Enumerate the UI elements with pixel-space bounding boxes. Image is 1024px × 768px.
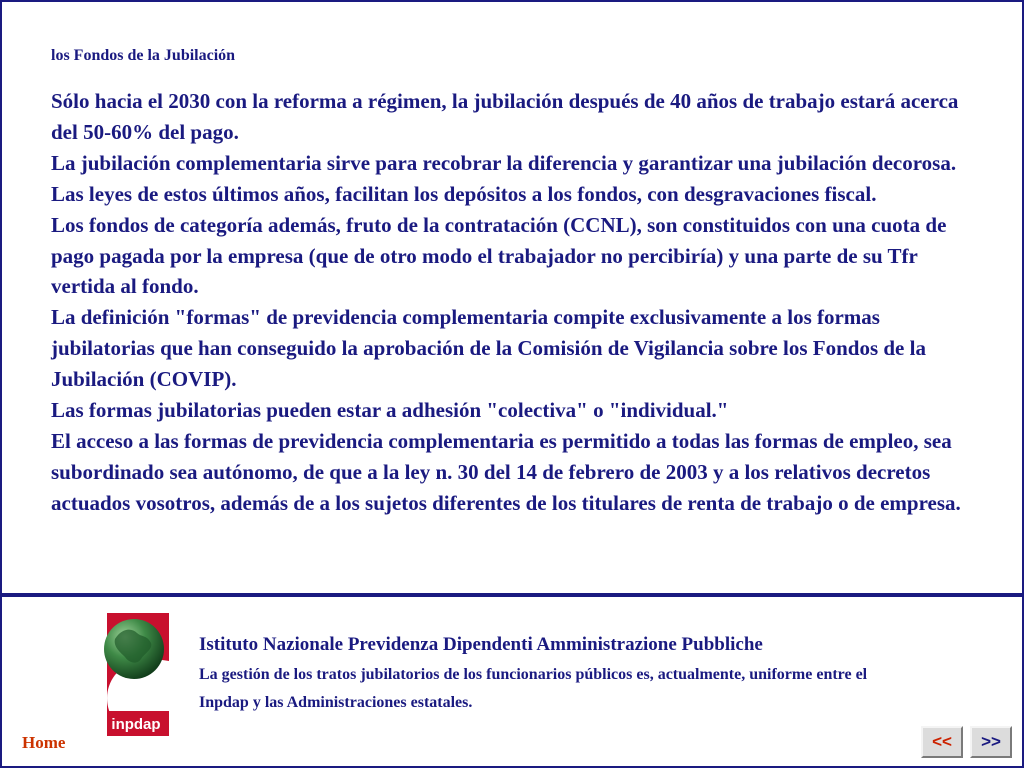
body-paragraph: La definición "formas" de previdencia complementaria compite exclusivamente a los formas jubilatorias que han conseguido la aprobación de la Comisión de Vigilancia sobre los Fondos de la Jubilación (COVIP). [51, 305, 926, 392]
footer-divider [0, 593, 1024, 597]
previous-slide-button[interactable]: << [921, 726, 963, 758]
body-paragraph: El acceso a las formas de previdencia complementaria es permitido a todas las formas de empleo, sea subordinado sea autónomo, de que a la ley n. 30 del 14 de febrero de 2003 y a los relativos decretos actuados vosotros, además de a los sujetos diferentes de los titulares de renta de trabajo o de empresa. [51, 428, 961, 515]
next-slide-button[interactable]: >> [970, 726, 1012, 758]
slide-body [51, 86, 981, 519]
institution-description: La gestión de los tratos jubilatorios de los funcionarios públicos es, actualmente, uniforme entre el Inpdap y las Administraciones estatales. [199, 666, 868, 711]
logo-white-left [101, 613, 107, 736]
home-link[interactable]: Home [22, 733, 66, 752]
inpdap-logo [101, 613, 169, 736]
institution-name: Istituto Nazionale Previdenza Dipendenti Amministrazione Pubbliche [199, 634, 763, 655]
slide-heading: los Fondos de la Jubilación [51, 47, 236, 64]
body-paragraph: Las formas jubilatorias pueden estar a adhesión "colectiva" o "individual." [51, 398, 729, 423]
logo-text: inpdap [111, 716, 161, 733]
body-paragraph: Sólo hacia el 2030 con la reforma a régimen, la jubilación después de 40 años de trabajo estará acerca del 50-60% del pago. [51, 89, 959, 144]
body-paragraph: Los fondos de categoría además, fruto de la contratación (CCNL), son constituidos con una cuota de pago pagada por la empresa (que de otro modo el trabajador no percibiría) y una parte de su Tfr vertida al fondo. [51, 212, 947, 299]
body-paragraph: La jubilación complementaria sirve para recobrar la diferencia y garantizar una jubilación decorosa. Las leyes de estos últimos años, facilitan los depósitos a los fondos, con desgravaciones fiscal. [51, 150, 957, 206]
